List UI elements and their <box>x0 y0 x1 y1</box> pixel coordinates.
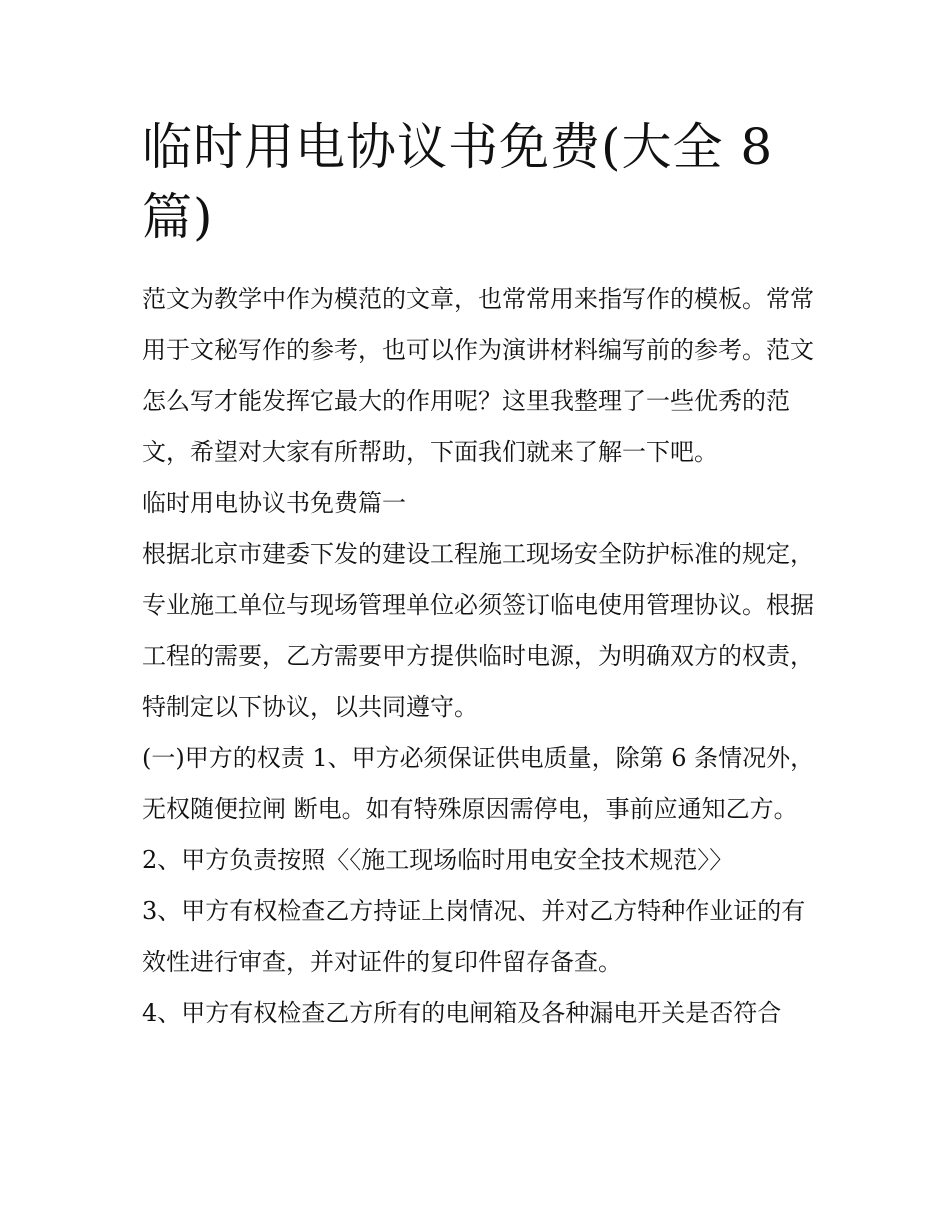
section-heading: 临时用电协议书免费篇一 <box>142 489 406 517</box>
paragraph-3: 2、甲方负责按照〈〈施工现场临时用电安全技术规范〉〉 <box>142 846 734 874</box>
paragraph-4: 3、甲方有权检查乙方持证上岗情况、并对乙方特种作业证的有效性进行审查，并对证件的复印件留存备查。 <box>142 897 806 976</box>
paragraph-2: (一)甲方的权责 1、甲方必须保证供电质量，除第 6 条情况外，无权随便拉闸 断电。如有特殊原因需停电，事前应通知乙方。 <box>142 744 815 823</box>
document-page <box>142 112 818 1039</box>
paragraph-5: 4、甲方有权检查乙方所有的电闸箱及各种漏电开关是否符合 <box>142 999 782 1027</box>
paragraph-1: 根据北京市建委下发的建设工程施工现场安全防护标准的规定，专业施工单位与现场管理单位必须签订临电使用管理协议。根据工程的需要，乙方需要甲方提供临时电源，为明确双方的权责，特制定以下协议，以共同遵守。 <box>142 540 814 721</box>
document-title: 临时用电协议书免费(大全 8 篇) <box>142 118 774 246</box>
intro-paragraph: 范文为教学中作为模范的文章，也常常用来指写作的模板。常常用于文秘写作的参考，也可以作为演讲材料编写前的参考。范文怎么写才能发挥它最大的作用呢？这里我整理了一些优秀的范文，希望对大家有所帮助，下面我们就来了解一下吧。 <box>142 285 814 466</box>
